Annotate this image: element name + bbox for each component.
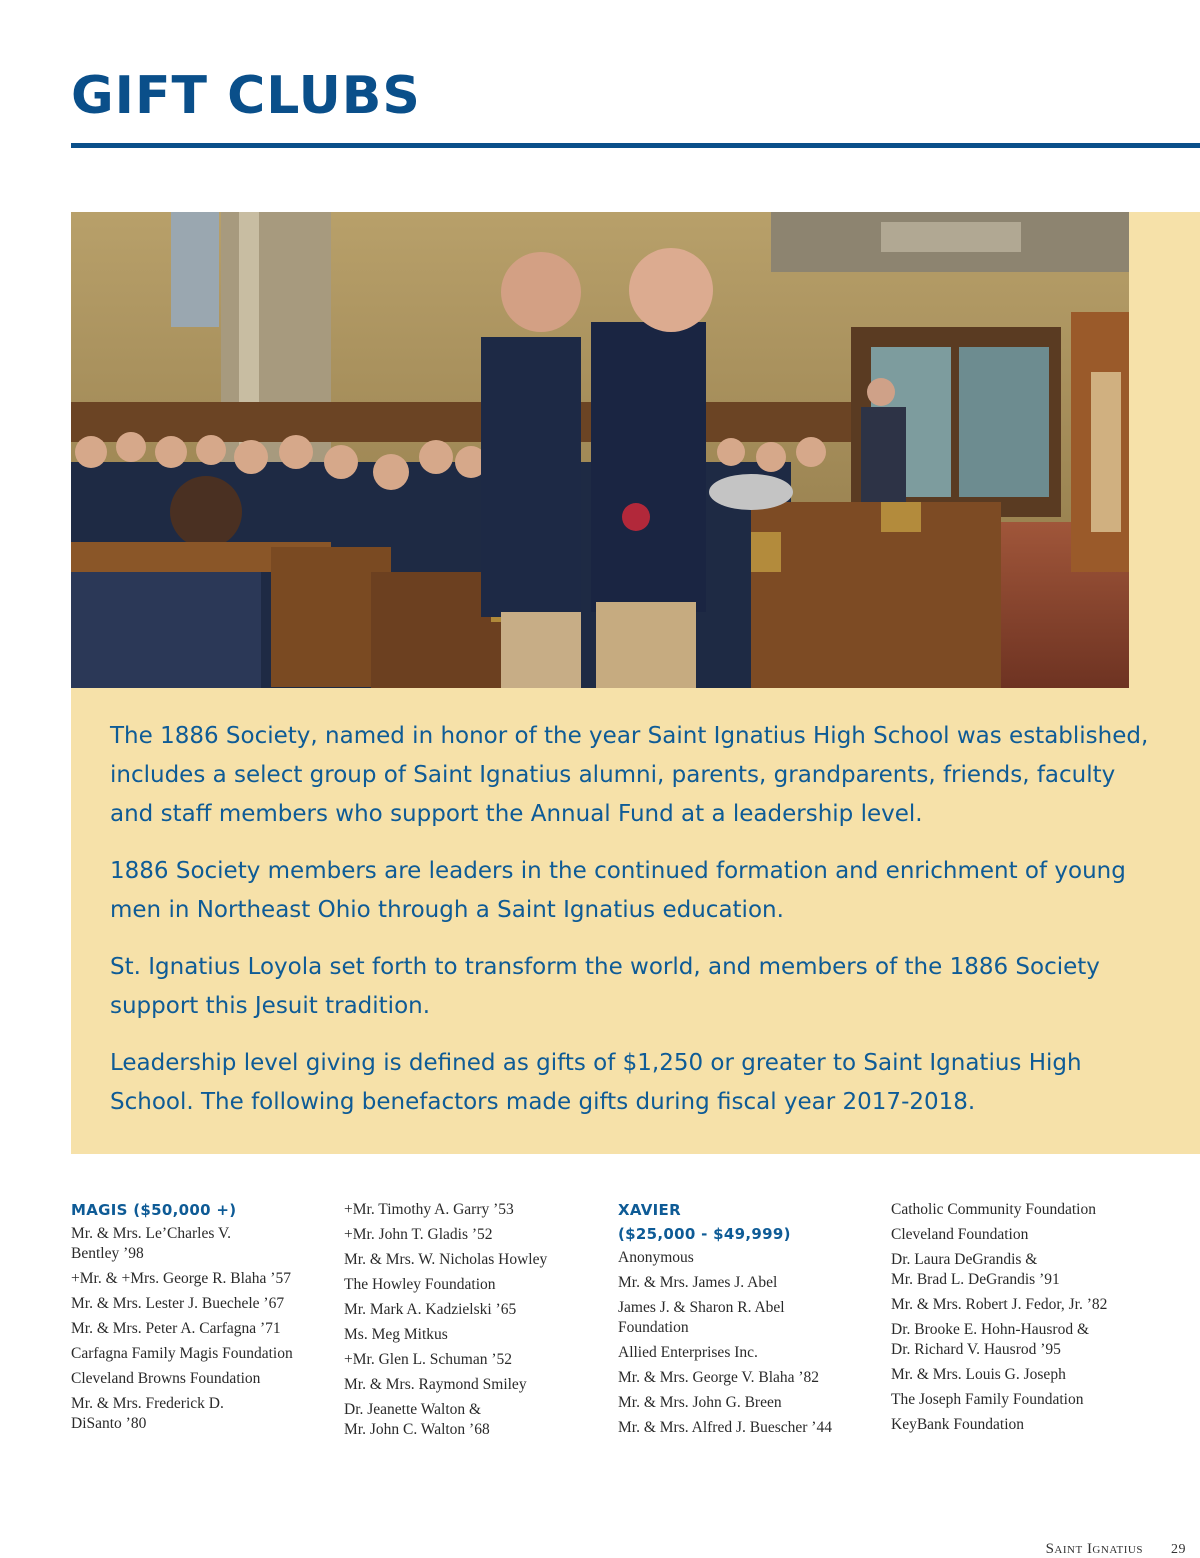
- donor-name-line: Dr. Laura DeGrandis &: [891, 1251, 1038, 1268]
- donor-entry: [618, 1418, 880, 1438]
- donor-entry: [891, 1225, 1153, 1245]
- intro-paragraph: 1886 Society members are leaders in the continued formation and enrichment of young men in Northeast Ohio through a Saint Ignatius education.: [110, 858, 1126, 923]
- donor-entry: [344, 1300, 606, 1320]
- donor-entry: [344, 1275, 606, 1295]
- donor-entry: [891, 1415, 1153, 1435]
- donor-name-line: Mr. & Mrs. Robert J. Fedor, Jr. ’82: [891, 1296, 1108, 1313]
- donor-entry: [891, 1250, 1153, 1290]
- donor-name-line: Mr. Mark A. Kadzielski ’65: [344, 1301, 517, 1318]
- donor-name-line: Mr. & Mrs. George V. Blaha ’82: [618, 1369, 820, 1386]
- donor-name-line: +Mr. John T. Gladis ’52: [344, 1226, 493, 1243]
- donor-entry: [344, 1200, 606, 1220]
- donor-name-line: Ms. Meg Mitkus: [344, 1326, 448, 1343]
- donor-entry: [618, 1393, 880, 1413]
- page-footer: [1046, 1541, 1186, 1558]
- donor-name-line: Mr. & Mrs. Frederick D.: [71, 1395, 224, 1412]
- donor-name-line: +Mr. Glen L. Schuman ’52: [344, 1351, 513, 1368]
- donor-name-line: Catholic Community Foundation: [891, 1201, 1096, 1218]
- donor-entry: [618, 1368, 880, 1388]
- donor-name-line: Bentley ’98: [71, 1245, 144, 1262]
- donor-name-line: The Howley Foundation: [344, 1276, 496, 1293]
- donor-name-line: Mr. & Mrs. Le’Charles V.: [71, 1225, 232, 1242]
- donor-entry: [891, 1320, 1153, 1360]
- donor-name-line: Mr. & Mrs. Lester J. Buechele ’67: [71, 1295, 285, 1312]
- donor-entry: [891, 1365, 1153, 1385]
- donor-name-line: Mr. & Mrs. Alfred J. Buescher ’44: [618, 1419, 832, 1436]
- donor-column: [618, 1200, 880, 1443]
- intro-paragraph: The 1886 Society, named in honor of the year Saint Ignatius High School was established, includes a select group of Saint Ignatius alumni, parents, grandparents, friends, faculty and staff members who support the Annual Fund at a leadership level.: [110, 723, 1149, 827]
- donor-name-line: Dr. Richard V. Hausrod ’95: [891, 1341, 1061, 1358]
- donor-entry: [344, 1225, 606, 1245]
- donor-name-line: +Mr. & +Mrs. George R. Blaha ’57: [71, 1270, 291, 1287]
- donor-name-line: Foundation: [618, 1319, 689, 1336]
- donor-entry: [71, 1319, 333, 1339]
- intro-text: [110, 717, 1150, 1140]
- donor-name-line: +Mr. Timothy A. Garry ’53: [344, 1201, 514, 1218]
- page-number: 29: [1171, 1542, 1186, 1557]
- donor-entry: [891, 1390, 1153, 1410]
- donor-name-line: Mr. & Mrs. James J. Abel: [618, 1274, 778, 1291]
- title-divider: [71, 143, 1200, 148]
- donor-entry: [344, 1250, 606, 1270]
- donor-name-line: DiSanto ’80: [71, 1415, 147, 1432]
- donor-name-line: Anonymous: [618, 1249, 694, 1266]
- donor-column: [344, 1200, 606, 1445]
- page-title: GIFT CLUBS: [71, 66, 421, 126]
- donor-entry: [71, 1344, 333, 1364]
- donor-name-line: Dr. Jeanette Walton &: [344, 1401, 482, 1418]
- donor-name-line: James J. & Sharon R. Abel: [618, 1299, 785, 1316]
- donor-name-line: Mr. Brad L. DeGrandis ’91: [891, 1271, 1060, 1288]
- donor-name-line: Carfagna Family Magis Foundation: [71, 1345, 293, 1362]
- chapel-photo: [71, 212, 1129, 688]
- donor-entry: [71, 1224, 333, 1264]
- intro-paragraph: Leadership level giving is defined as gifts of $1,250 or greater to Saint Ignatius High School. The following benefactors made gifts during fiscal year 2017-2018.: [110, 1050, 1082, 1115]
- donor-entry: [344, 1350, 606, 1370]
- gift-club-heading: XAVIER: [618, 1201, 681, 1219]
- donor-name-line: Mr. & Mrs. Louis G. Joseph: [891, 1366, 1066, 1383]
- donor-name-line: Cleveland Browns Foundation: [71, 1370, 261, 1387]
- donor-name-line: Mr. & Mrs. John G. Breen: [618, 1394, 782, 1411]
- donor-column: [71, 1200, 333, 1439]
- donor-entry: [618, 1248, 880, 1268]
- donor-entry: [344, 1375, 606, 1395]
- donor-name-line: KeyBank Foundation: [891, 1416, 1025, 1433]
- donor-entry: [618, 1273, 880, 1293]
- donor-entry: [344, 1400, 606, 1440]
- donor-entry: [71, 1369, 333, 1389]
- donor-name-line: Mr. & Mrs. W. Nicholas Howley: [344, 1251, 548, 1268]
- donor-entry: [891, 1200, 1153, 1220]
- donor-entry: [891, 1295, 1153, 1315]
- donor-entry: [71, 1294, 333, 1314]
- donor-entry: [71, 1394, 333, 1434]
- donor-column: [891, 1200, 1153, 1440]
- donor-name-line: Dr. Brooke E. Hohn-Hausrod &: [891, 1321, 1090, 1338]
- donor-entry: [71, 1269, 333, 1289]
- donor-name-line: Mr. & Mrs. Peter A. Carfagna ’71: [71, 1320, 281, 1337]
- donor-name-line: Mr. John C. Walton ’68: [344, 1421, 490, 1438]
- gift-club-heading: ($25,000 - $49,999): [618, 1225, 791, 1243]
- donor-entry: [618, 1343, 880, 1363]
- donor-entry: [344, 1325, 606, 1345]
- donor-name-line: Cleveland Foundation: [891, 1226, 1029, 1243]
- donor-name-line: Allied Enterprises Inc.: [618, 1344, 758, 1361]
- publication-name: Saint Ignatius: [1045, 1541, 1143, 1557]
- donor-name-line: The Joseph Family Foundation: [891, 1391, 1084, 1408]
- intro-paragraph: St. Ignatius Loyola set forth to transform the world, and members of the 1886 Society support this Jesuit tradition.: [110, 954, 1100, 1019]
- donor-entry: [618, 1298, 880, 1338]
- donor-name-line: Mr. & Mrs. Raymond Smiley: [344, 1376, 527, 1393]
- gift-club-heading: MAGIS ($50,000 +): [71, 1201, 237, 1219]
